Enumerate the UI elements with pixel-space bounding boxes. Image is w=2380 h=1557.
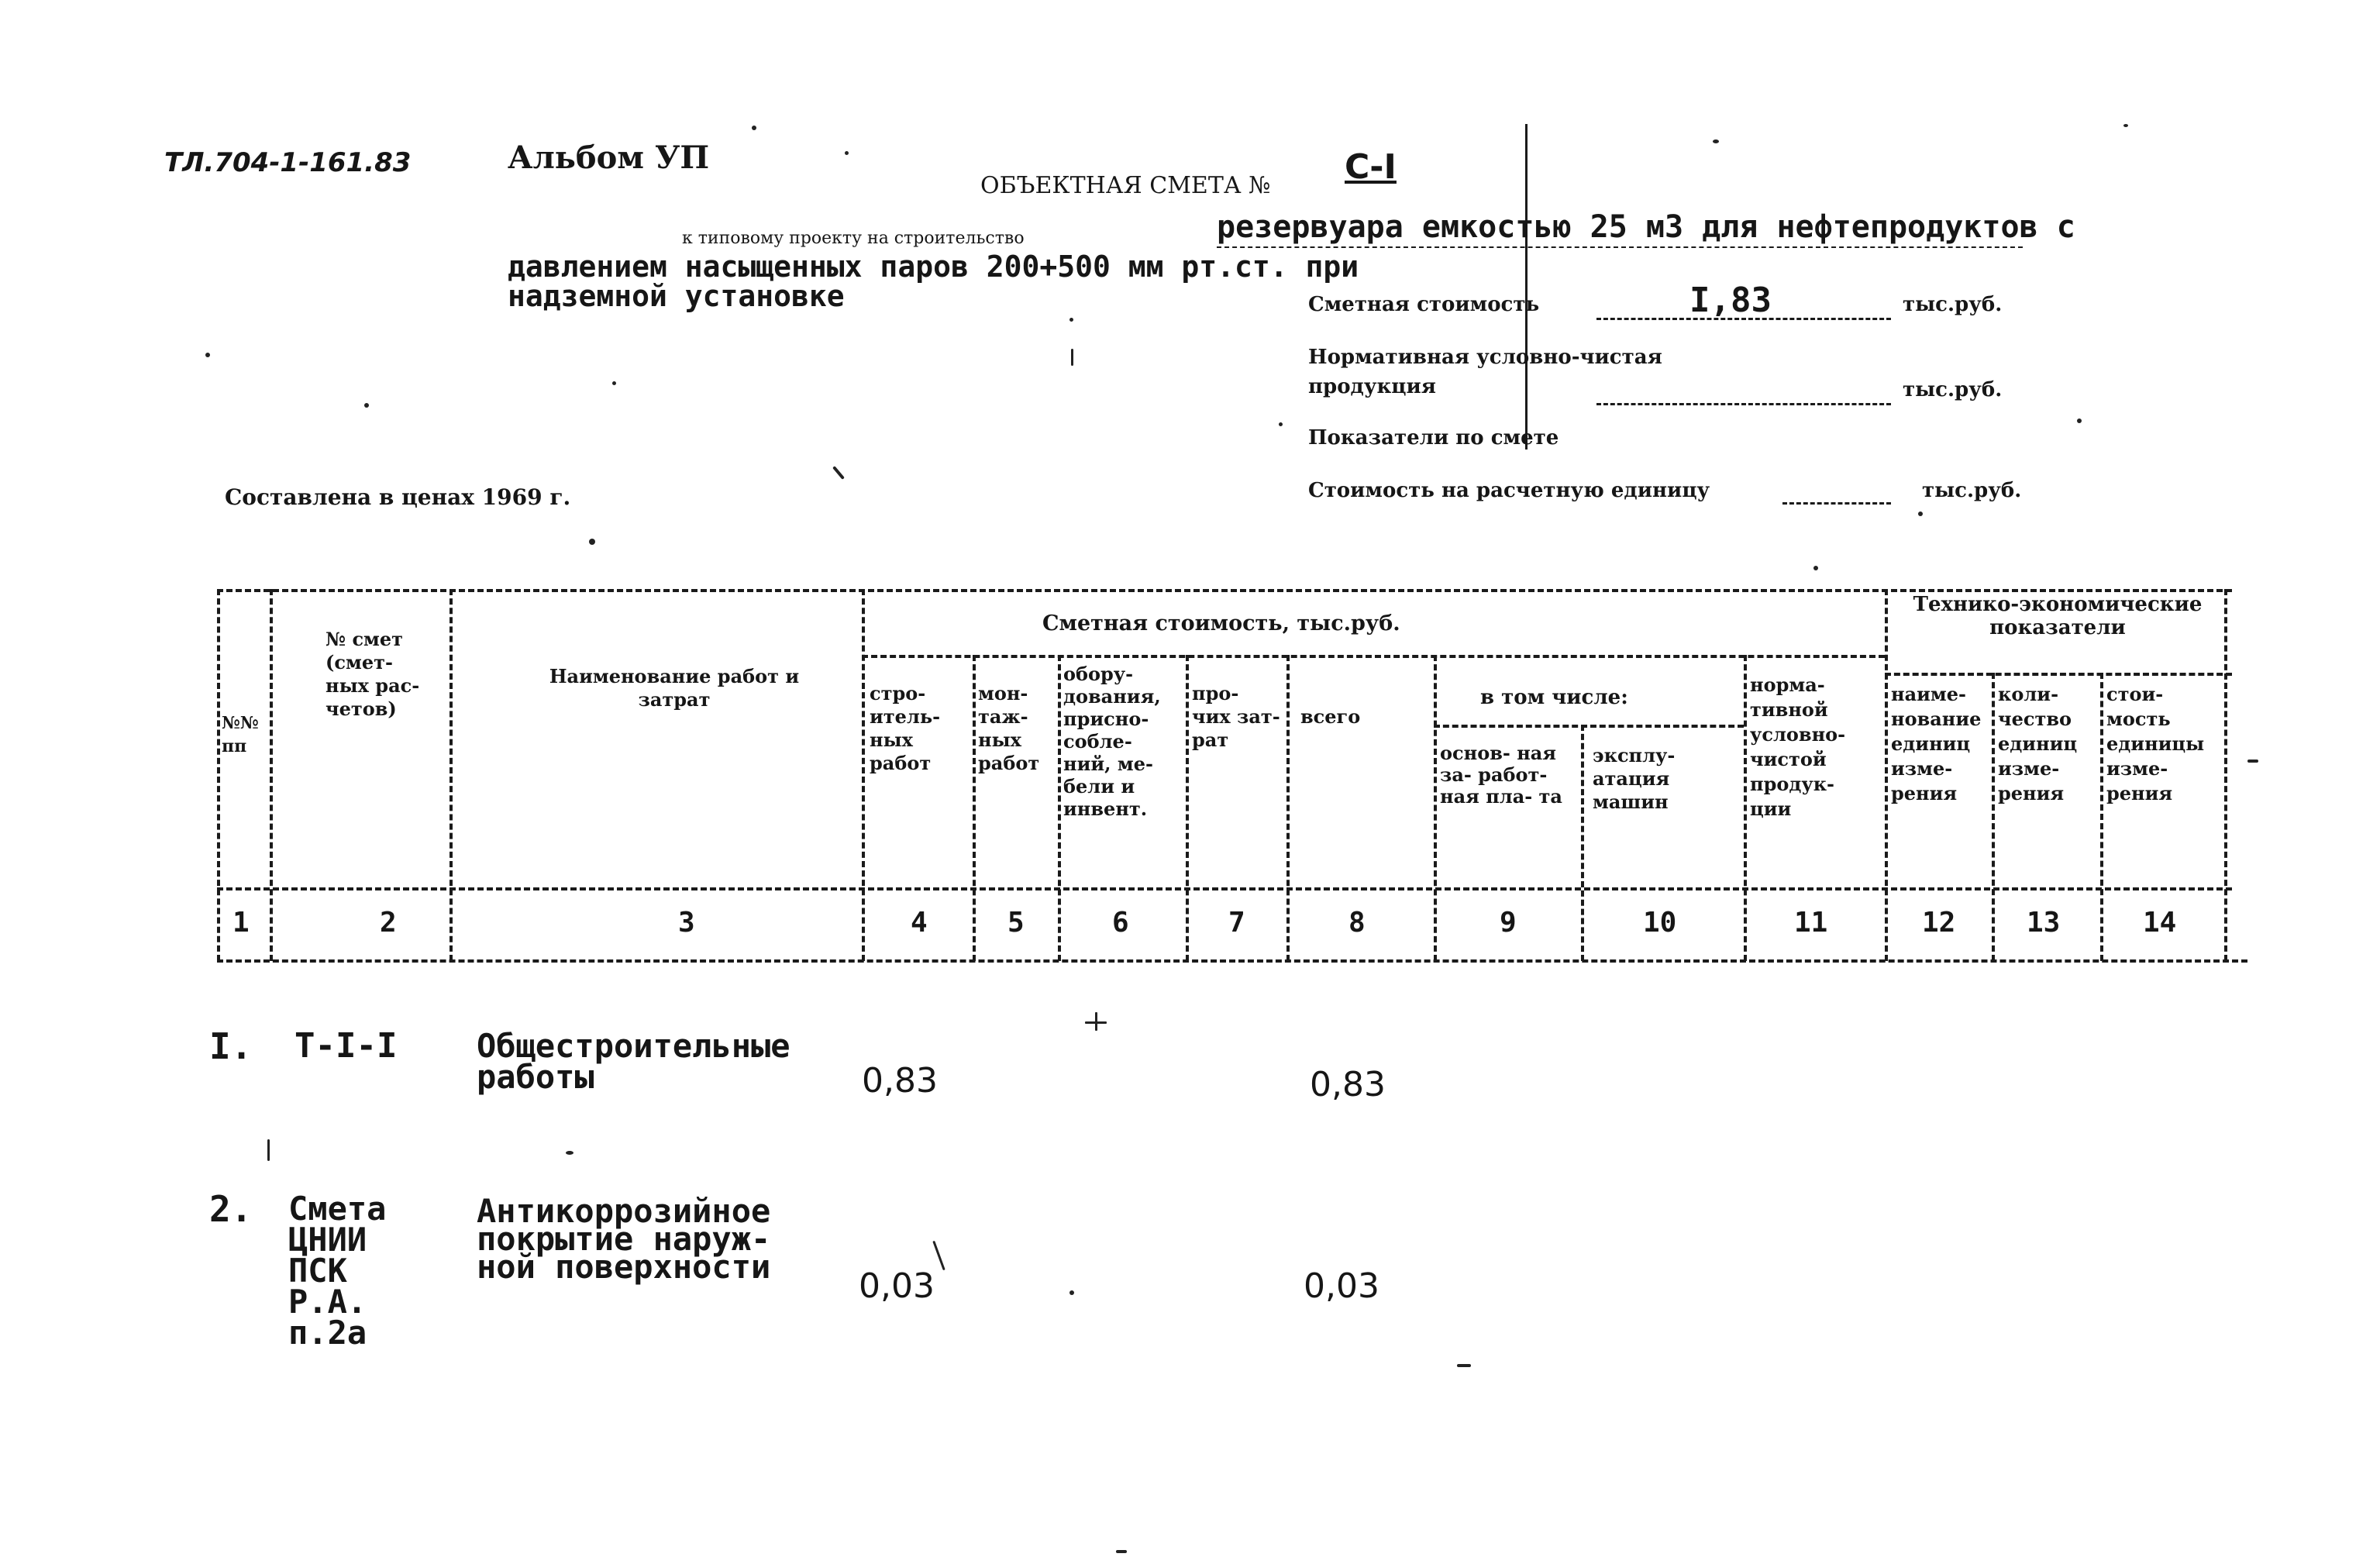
col-divider-1 — [270, 589, 273, 961]
speck — [1457, 1364, 1471, 1367]
col-header-8: всего — [1300, 705, 1361, 728]
row-construction-cost: 0,03 — [859, 1266, 935, 1306]
project-line3: надземной установке — [508, 279, 845, 313]
incl-group-divider — [1434, 725, 1744, 728]
col-divider-9 — [1581, 725, 1584, 961]
speck — [1069, 318, 1073, 322]
speck — [566, 1151, 573, 1155]
estimate-title: ОБЪЕКТНАЯ СМЕТА № — [980, 172, 1271, 199]
speck — [845, 151, 849, 155]
speck — [752, 126, 756, 130]
col-number: 10 — [1643, 907, 1677, 939]
col-number: 13 — [2027, 907, 2061, 939]
unit-cost-unit: тыс.руб. — [1922, 479, 2022, 502]
col-header-7: про- чих зат- рат — [1192, 682, 1280, 751]
col-divider-11 — [1885, 589, 1888, 961]
col-header-5: мон- таж- ных работ — [978, 682, 1040, 774]
col-divider-12 — [1992, 673, 1995, 961]
col-header-1: №№ пп — [222, 713, 259, 756]
indicators-label: Показатели по смете — [1308, 426, 1559, 450]
prices-note: Составлена в ценах 1969 г. — [225, 484, 571, 510]
row-number: 2. — [209, 1188, 253, 1230]
row-total-cost: 0,83 — [1310, 1065, 1386, 1104]
col-number: 7 — [1228, 907, 1245, 939]
col-divider-5 — [1058, 655, 1061, 961]
col-divider-7 — [1286, 655, 1290, 961]
table-top-border — [217, 589, 2232, 592]
col-number: 14 — [2143, 907, 2177, 939]
speck — [1069, 1290, 1074, 1295]
row-work-name: Антикоррозийное покрытие наруж- ной поверхности — [477, 1192, 771, 1286]
speck — [2077, 419, 2082, 423]
speck — [1279, 422, 1283, 426]
col-number: 3 — [678, 907, 695, 939]
cost-group-header: Сметная стоимость, тыс.руб. — [1042, 611, 1400, 636]
row-construction-cost: 0,83 — [862, 1061, 938, 1101]
speck — [1116, 1550, 1127, 1553]
unit-cost-label: Стоимость на расчетную единицу — [1308, 479, 1710, 502]
col-divider-3 — [862, 589, 865, 961]
speck — [2247, 760, 2258, 763]
speck — [612, 381, 616, 385]
col-number: 11 — [1794, 907, 1828, 939]
col-header-4: стро- итель- ных работ — [870, 682, 941, 774]
normative-label: Нормативная условно-чистая продукция — [1308, 346, 1662, 398]
col-divider-2 — [449, 589, 453, 961]
incl-group-header: в том числе: — [1480, 686, 1628, 709]
project-prefix: к типовому проекту на строительство — [682, 229, 1025, 248]
row-total-cost: 0,03 — [1304, 1266, 1379, 1306]
col-header-11: норма- тивной условно- чистой продук- ции — [1750, 673, 1846, 820]
speck — [364, 403, 369, 408]
table-bottom-border — [217, 959, 2247, 963]
row-work-name: Общестроительные работы — [477, 1027, 790, 1096]
normative-value-line — [1596, 403, 1891, 405]
speck — [1713, 140, 1719, 143]
col-divider-8 — [1434, 655, 1437, 961]
speck — [1918, 512, 1923, 516]
col-number: 4 — [911, 907, 928, 939]
col-header-14: стои- мость единицы изме- рения — [2106, 683, 2205, 804]
col-header-3: Наименование работ и затрат — [549, 665, 800, 711]
estimate-number: С-I — [1345, 147, 1397, 187]
cost-group-divider — [862, 655, 1885, 658]
col-divider-6 — [1186, 655, 1189, 961]
col-number: 12 — [1922, 907, 1956, 939]
row-estimate-ref: Смета ЦНИИ ПСК Р.А. п.2а — [288, 1190, 387, 1352]
col-divider-4 — [973, 655, 976, 961]
col-number: 8 — [1348, 907, 1366, 939]
col-header-13: коли- чество единиц изме- рения — [1998, 683, 2078, 804]
speck — [2123, 124, 2128, 127]
tech-group-divider — [1885, 673, 2232, 676]
speck — [205, 353, 210, 357]
speck — [267, 1139, 270, 1161]
col-number: 1 — [232, 907, 250, 939]
speck — [832, 466, 845, 480]
project-line2: давлением насыщенных паров 200+500 мм рт.ст. при — [508, 250, 1359, 284]
cost-unit: тыс.руб. — [1903, 293, 2003, 316]
col-header-2: № смет (смет- ных рас- четов) — [325, 628, 420, 720]
col-header-12: наиме- нование единиц изме- рения — [1891, 683, 1982, 804]
col-header-10: эксплу- атация машин — [1593, 744, 1676, 813]
col-number: 9 — [1500, 907, 1517, 939]
col-header-9: основ- ная за- работ- ная пла- та — [1440, 742, 1562, 808]
row-number: I. — [209, 1025, 253, 1067]
col-number: 6 — [1112, 907, 1129, 939]
col-header-6: обору- дования, присно- собле- ний, ме- бели и инвент. — [1063, 663, 1161, 820]
cost-label: Сметная стоимость — [1308, 293, 1540, 316]
col-number: 2 — [380, 907, 397, 939]
album-label: Альбом УП — [508, 140, 710, 176]
col-number: 5 — [1007, 907, 1025, 939]
row-estimate-ref: Т-I-I — [294, 1026, 398, 1066]
col-divider-13 — [2100, 673, 2103, 961]
doc-code: ТЛ.704-1-161.83 — [164, 147, 412, 178]
speck — [1095, 1012, 1097, 1031]
header-bottom-border — [217, 887, 2232, 890]
speck — [1071, 349, 1073, 366]
normative-unit: тыс.руб. — [1903, 378, 2003, 401]
cost-value: I,83 — [1689, 281, 1772, 320]
col-divider-10 — [1744, 655, 1747, 961]
speck — [589, 539, 595, 545]
table-right-border — [2224, 589, 2227, 961]
speck — [1813, 566, 1818, 570]
unit-cost-value-line — [1782, 502, 1891, 505]
table-left-border — [217, 589, 220, 961]
tech-group-header: Технико-экономические показатели — [1913, 593, 2203, 639]
project-line1: резервуара емкостью 25 м3 для нефтепродуктов с — [1217, 209, 2075, 245]
project-line1-underline — [1217, 246, 2023, 248]
